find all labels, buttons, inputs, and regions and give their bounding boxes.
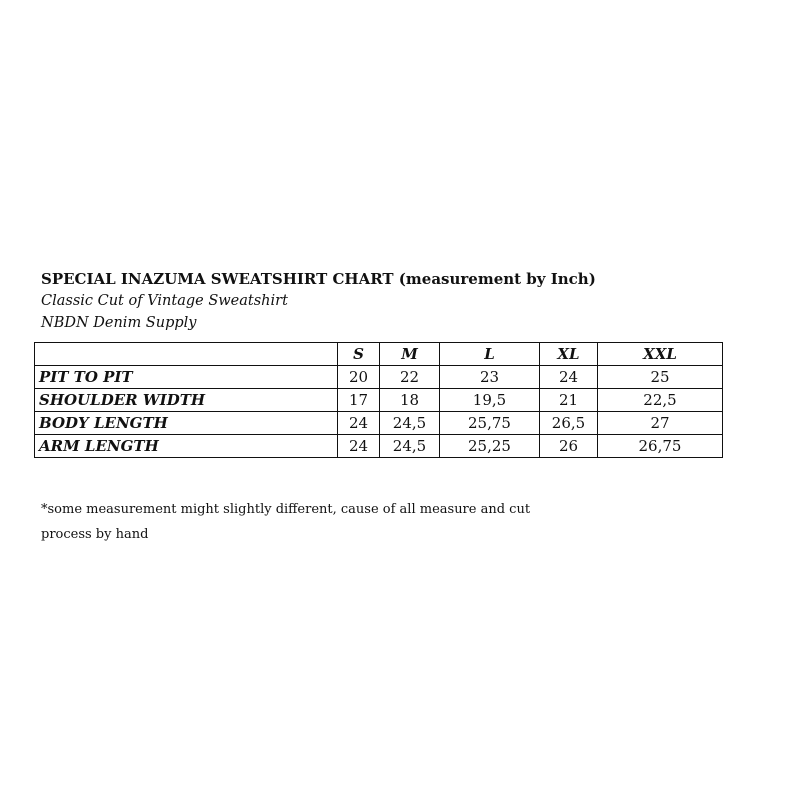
footnote-line: *some measurement might slightly different, cause of all measure and cut: [41, 502, 531, 517]
document-subtitle-cut: Classic Cut of Vintage Sweatshirt: [41, 293, 288, 309]
table-cell: 27: [598, 412, 723, 435]
table-cell: 24,5: [380, 435, 440, 458]
table-cell: 23: [440, 366, 540, 389]
footnote-line: process by hand: [41, 527, 149, 542]
table-row: [35, 389, 723, 412]
table-cell: 24: [540, 366, 598, 389]
table-cell: 19,5: [440, 389, 540, 412]
table-cell: 25,25: [440, 435, 540, 458]
row-label: PIT TO PIT: [35, 366, 338, 389]
row-label: SHOULDER WIDTH: [35, 389, 338, 412]
size-chart-table: [34, 342, 723, 458]
row-label: ARM LENGTH: [35, 435, 338, 458]
header-cell-m: M: [380, 343, 440, 366]
document-subtitle-brand: NBDN Denim Supply: [41, 315, 197, 331]
table-cell: 18: [380, 389, 440, 412]
footnote: [41, 497, 561, 547]
document-title: SPECIAL INAZUMA SWEATSHIRT CHART (measurement by Inch): [41, 270, 596, 288]
table-cell: 26: [540, 435, 598, 458]
table-cell: 21: [540, 389, 598, 412]
table-cell: 25,75: [440, 412, 540, 435]
table-cell: 26,75: [598, 435, 723, 458]
header-cell-l: L: [440, 343, 540, 366]
table-cell: 22: [380, 366, 440, 389]
table-cell: 26,5: [540, 412, 598, 435]
table-cell: 24: [338, 435, 380, 458]
table-header-row: [35, 343, 723, 366]
header-cell-s: S: [338, 343, 380, 366]
table-row: [35, 412, 723, 435]
table-row: [35, 435, 723, 458]
table-row: [35, 366, 723, 389]
table-cell: 20: [338, 366, 380, 389]
document-header: [41, 268, 761, 334]
table-cell: 22,5: [598, 389, 723, 412]
header-cell-xl: XL: [540, 343, 598, 366]
table-cell: 25: [598, 366, 723, 389]
table-cell: 24,5: [380, 412, 440, 435]
header-cell-empty: [35, 343, 338, 366]
table-cell: 24: [338, 412, 380, 435]
row-label: BODY LENGTH: [35, 412, 338, 435]
table-cell: 17: [338, 389, 380, 412]
header-cell-xxl: XXL: [598, 343, 723, 366]
